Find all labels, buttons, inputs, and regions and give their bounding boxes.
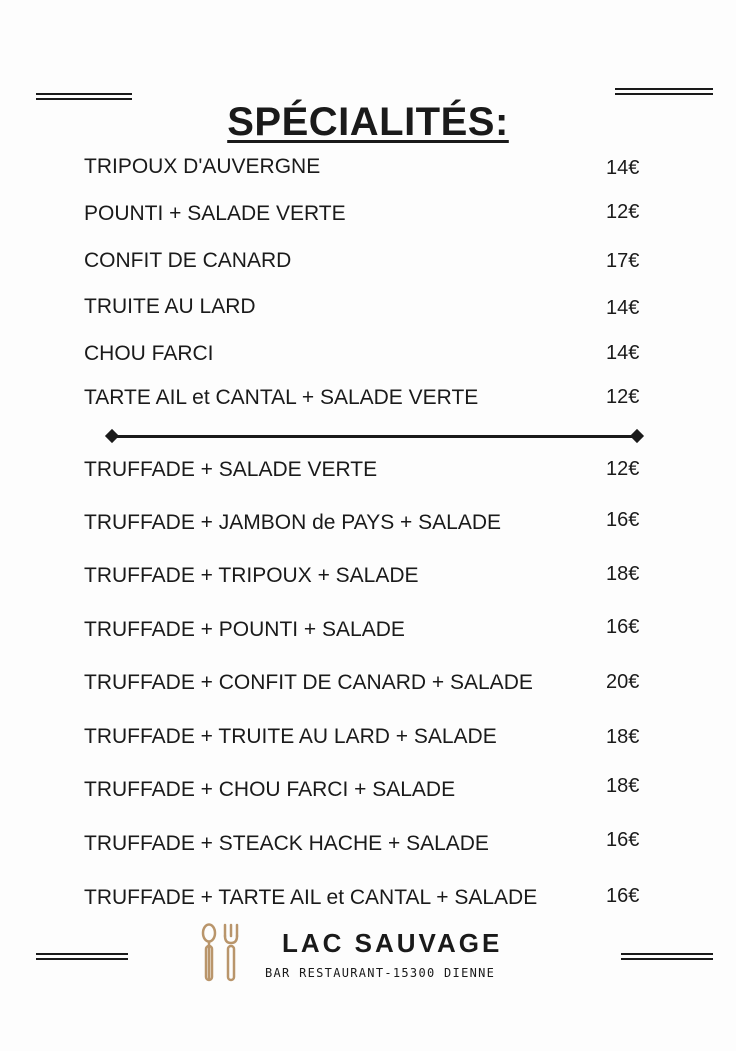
menu-item-price: 16€ — [606, 885, 640, 907]
menu-item-price: 16€ — [606, 509, 640, 531]
menu-item-price: 12€ — [606, 201, 640, 223]
section-divider — [110, 435, 640, 438]
menu-item-price: 18€ — [606, 775, 640, 797]
menu-item-price: 14€ — [606, 297, 640, 319]
menu-item-name: CHOU FARCI — [84, 342, 214, 365]
top-right-double-rule — [615, 88, 713, 95]
menu-item-name: TARTE AIL et CANTAL + SALADE VERTE — [84, 386, 479, 409]
menu-item-price: 14€ — [606, 342, 640, 364]
menu-item-price: 20€ — [606, 671, 640, 693]
bottom-right-double-rule — [621, 953, 713, 960]
menu-item-price: 12€ — [606, 458, 640, 480]
menu-item-name: TRUFFADE + JAMBON de PAYS + SALADE — [84, 511, 502, 534]
menu-item-name: TRUFFADE + TARTE AIL et CANTAL + SALADE — [84, 886, 538, 909]
page-title — [0, 100, 736, 145]
menu-item-name: TRUFFADE + STEACK HACHE + SALADE — [84, 832, 489, 855]
spoon-fork-icon — [198, 922, 242, 989]
divider-right-diamond — [630, 429, 644, 443]
menu-item-price: 12€ — [606, 386, 640, 408]
menu-item-name: TRUFFADE + POUNTI + SALADE — [84, 618, 405, 641]
menu-item-name: TRUFFADE + CHOU FARCI + SALADE — [84, 778, 456, 801]
page-title-text: SPÉCIALITÉS: — [227, 100, 509, 144]
menu-item-name: TRUITE AU LARD — [84, 295, 256, 318]
menu-item-name: TRIPOUX D'AUVERGNE — [84, 155, 321, 178]
bottom-left-double-rule — [36, 953, 128, 960]
divider-left-diamond — [105, 429, 119, 443]
menu-item-price: 17€ — [606, 250, 640, 272]
restaurant-name: LAC SAUVAGE — [282, 928, 503, 958]
menu-item-price: 16€ — [606, 829, 640, 851]
menu-item-name: TRUFFADE + TRIPOUX + SALADE — [84, 564, 419, 587]
menu-item-name: TRUFFADE + SALADE VERTE — [84, 458, 378, 481]
menu-item-name: TRUFFADE + TRUITE AU LARD + SALADE — [84, 725, 497, 748]
top-left-double-rule — [36, 93, 132, 100]
menu-item-price: 14€ — [606, 157, 640, 179]
restaurant-subtitle: BAR RESTAURANT-15300 DIENNE — [265, 966, 496, 980]
menu-item-price: 16€ — [606, 616, 640, 638]
menu-item-price: 18€ — [606, 726, 640, 748]
menu-item-name: POUNTI + SALADE VERTE — [84, 202, 346, 225]
menu-item-price: 18€ — [606, 563, 640, 585]
menu-item-name: TRUFFADE + CONFIT DE CANARD + SALADE — [84, 671, 533, 694]
menu-item-name: CONFIT DE CANARD — [84, 249, 292, 272]
